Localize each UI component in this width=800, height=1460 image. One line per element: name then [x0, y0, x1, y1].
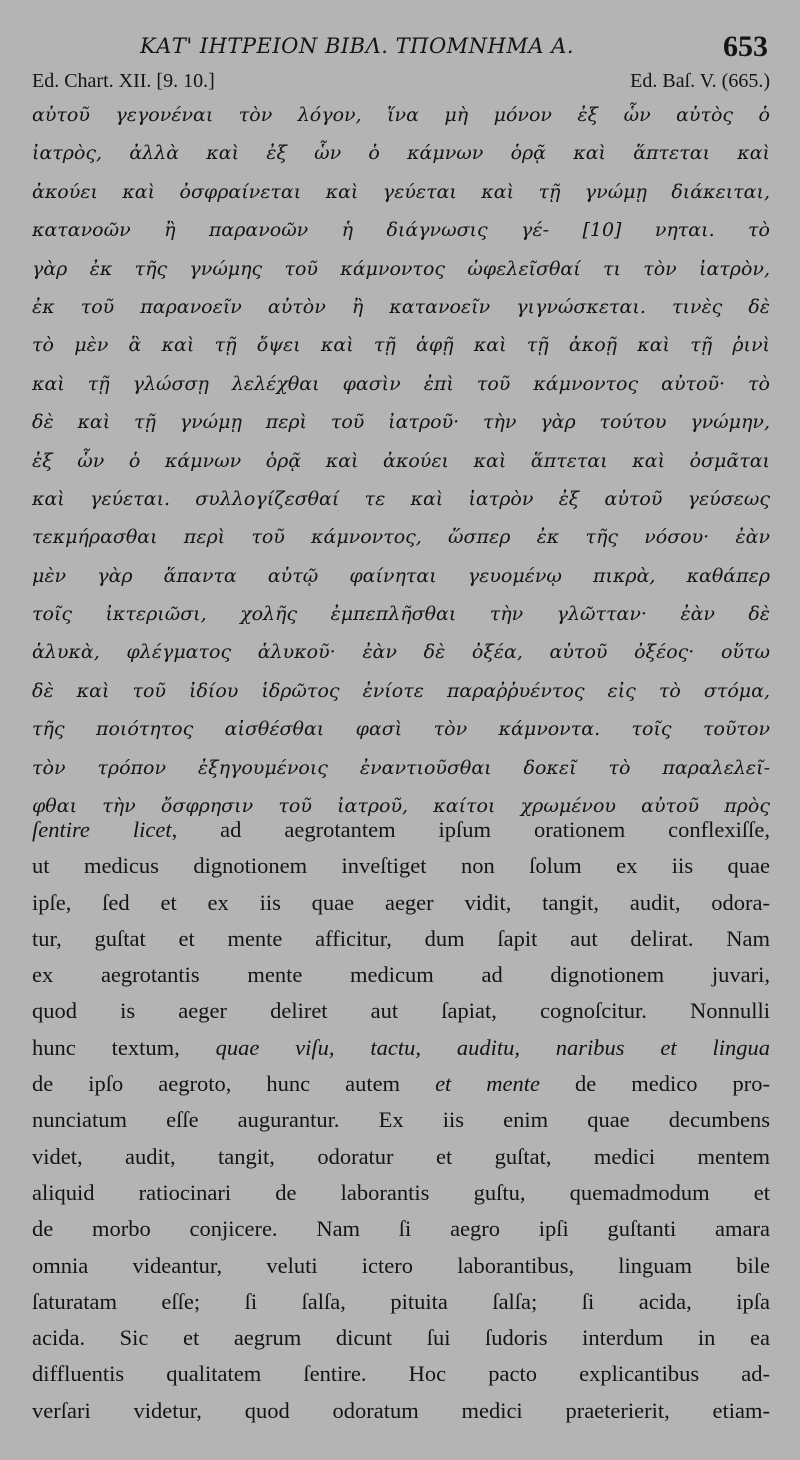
edition-reference-chartier: Ed. Chart. XII. [9. 10.] — [32, 70, 215, 92]
greek-text-line: ἰατρὸς, ἀλλὰ καὶ ἐξ ὧν ὁ κάμνων ὁρᾷ καὶ ἅπτεται καὶ — [32, 142, 770, 165]
latin-text-line — [32, 1393, 770, 1429]
greek-text-line: καὶ γεύεται. συλλογίζεσθαί τε καὶ ἰατρὸν ἐξ αὐτοῦ γεύσεως — [32, 487, 770, 510]
greek-text-line: ἁλυκὰ, φλέγματος ἁλυκοῦ· ἐὰν δὲ ὀξέα, αὐτοῦ ὀξέος· οὕτω — [32, 641, 770, 664]
greek-text-line: φθαι τὴν ὄσφρησιν τοῦ ἰατροῦ, καίτοι χρωμένου αὐτοῦ πρὸς — [32, 795, 770, 818]
latin-text-segment: diffluentis qualitatem ſentire. Hoc pacto explicantibus ad- — [32, 1361, 770, 1387]
latin-text-segment: ut medicus dignotionem inveſtiget non ſolum ex iis quae — [32, 853, 770, 879]
latin-text-segment: hunc textum, — [32, 1034, 216, 1060]
latin-italic-segment: quae viſu, tactu, auditu, naribus et lingua — [215, 1034, 770, 1060]
greek-text-line: αὐτοῦ γεγονέναι τὸν λόγον, ἵνα μὴ μόνον ἐξ ὧν αὐτὸς ὁ — [32, 104, 770, 126]
latin-text-line — [32, 1284, 770, 1320]
latin-italic-segment: et mente — [435, 1071, 541, 1097]
edition-reference-basel: Ed. Baſ. V. (665.) — [630, 70, 770, 92]
latin-text-segment: acida. Sic et aegrum dicunt ſui ſudoris interdum in ea — [32, 1325, 770, 1351]
latin-text-segment: quod is aeger deliret aut ſapiat, cognoſcitur. Nonnulli — [32, 998, 770, 1024]
greek-text-line: γὰρ ἐκ τῆς γνώμης τοῦ κάμνοντος ὠφελεῖσθαί τι τὸν ἰατρὸν, — [32, 257, 770, 280]
latin-text-line — [32, 957, 770, 993]
latin-text-line — [32, 1030, 770, 1066]
latin-italic-segment: ſentire licet — [32, 817, 172, 842]
greek-text-line: κατανοῶν ἢ παρανοῶν ἡ διάγνωσις γέ- [10] νηται. τὸ — [32, 219, 770, 242]
latin-text-line — [32, 1248, 770, 1284]
greek-text-line: ἐκ τοῦ παρανοεῖν αὐτὸν ἢ κατανοεῖν γιγνώσκεται. τινὲς δὲ — [32, 295, 770, 318]
page-number: 653 — [723, 30, 768, 63]
latin-text-line — [32, 1102, 770, 1138]
greek-text-line: δὲ καὶ τοῦ ἰδίου ἱδρῶτος ἐνίοτε παραῤῥυέντος εἰς τὸ στόμα, — [32, 679, 770, 702]
latin-text-line — [32, 1139, 770, 1175]
latin-text-line — [32, 1066, 770, 1102]
latin-text-line — [32, 993, 770, 1029]
latin-text-segment: tur, guſtat et mente afficitur, dum ſapit aut delirat. Nam — [32, 925, 770, 951]
latin-text-line — [32, 921, 770, 957]
greek-text-line: καὶ τῇ γλώσσῃ λελέχθαι φασὶν ἐπὶ τοῦ κάμνοντος αὐτοῦ· τὸ — [32, 372, 770, 395]
greek-text-line: μὲν γὰρ ἅπαντα αὐτῷ φαίνηται γευομένῳ πικρὰ, καθάπερ — [32, 564, 770, 587]
greek-text-line: ἐξ ὧν ὁ κάμνων ὁρᾷ καὶ ἀκούει καὶ ἅπτεται καὶ ὀσμᾶται — [32, 449, 770, 472]
greek-text-block — [32, 96, 770, 825]
latin-text-segment: aliquid ratiocinari de laborantis guſtu, quemadmodum et — [32, 1179, 770, 1205]
latin-text-segment: ex aegrotantis mente medicum ad dignotionem juvari, — [32, 962, 770, 988]
latin-text-line — [32, 1211, 770, 1247]
latin-text-segment: nunciatum eſſe augurantur. Ex iis enim quae decumbens — [32, 1107, 770, 1133]
latin-text-line — [32, 1320, 770, 1356]
latin-text-line — [32, 848, 770, 884]
greek-text-line: τὸν τρόπον ἐξηγουμένοις ἐναντιοῦσθαι δοκεῖ τὸ παραλελεῖ- — [32, 756, 770, 779]
greek-text-line: τῆς ποιότητος αἰσθέσθαι φασὶ τὸν κάμνοντα. τοῖς τοῦτον — [32, 718, 770, 741]
latin-text-line — [32, 1175, 770, 1211]
latin-text-line — [32, 885, 770, 921]
running-head — [0, 30, 800, 70]
latin-text-segment: ipſe, ſed et ex iis quae aeger vidit, tangit, audit, odora- — [32, 889, 770, 915]
latin-text-segment: verſari videtur, quod odoratum medici praeterierit, etiam- — [32, 1397, 770, 1423]
latin-text-segment: de medico pro- — [540, 1071, 770, 1097]
greek-text-line: τεκμήρασθαι περὶ τοῦ κάμνοντος, ὥσπερ ἐκ τῆς νόσου· ἐὰν — [32, 526, 770, 549]
running-title: ΚΑΤ' ΙΗΤΡΕΙΟΝ ΒΙΒΛ. ΤΠΟΜΝΗΜΑ Α. — [140, 34, 575, 58]
latin-text-segment: videt, audit, tangit, odoratur et guſtat, medici mentem — [32, 1143, 770, 1169]
greek-text-line: δὲ καὶ τῇ γνώμῃ περὶ τοῦ ἰατροῦ· τὴν γὰρ τούτου γνώμην, — [32, 411, 770, 434]
latin-text-segment: , ad aegrotantem ipſum orationem conflexiſſe, — [171, 817, 770, 842]
greek-text-line: ἀκούει καὶ ὀσφραίνεται καὶ γεύεται καὶ τῇ γνώμῃ διάκειται, — [32, 180, 770, 203]
latin-translation-block — [32, 812, 770, 1429]
latin-text-segment: ſaturatam eſſe; ſi ſalſa, pituita ſalſa; ſi acida, ipſa — [32, 1288, 770, 1314]
latin-text-line — [32, 812, 770, 848]
edition-reference-line — [32, 70, 770, 98]
latin-text-segment: de ipſo aegroto, hunc autem — [32, 1071, 436, 1097]
greek-text-line: τὸ μὲν ἃ καὶ τῇ ὄψει καὶ τῇ ἁφῇ καὶ τῇ ἀκοῇ καὶ τῇ ῥινὶ — [32, 334, 770, 357]
greek-text-line: τοῖς ἰκτεριῶσι, χολῆς ἐμπεπλῆσθαι τὴν γλῶτταν· ἐὰν δὲ — [32, 603, 770, 626]
latin-text-segment: omnia videantur, veluti ictero laborantibus, linguam bile — [32, 1252, 770, 1278]
latin-text-segment: de morbo conjicere. Nam ſi aegro ipſi guſtanti amara — [32, 1216, 770, 1242]
latin-text-line — [32, 1356, 770, 1392]
